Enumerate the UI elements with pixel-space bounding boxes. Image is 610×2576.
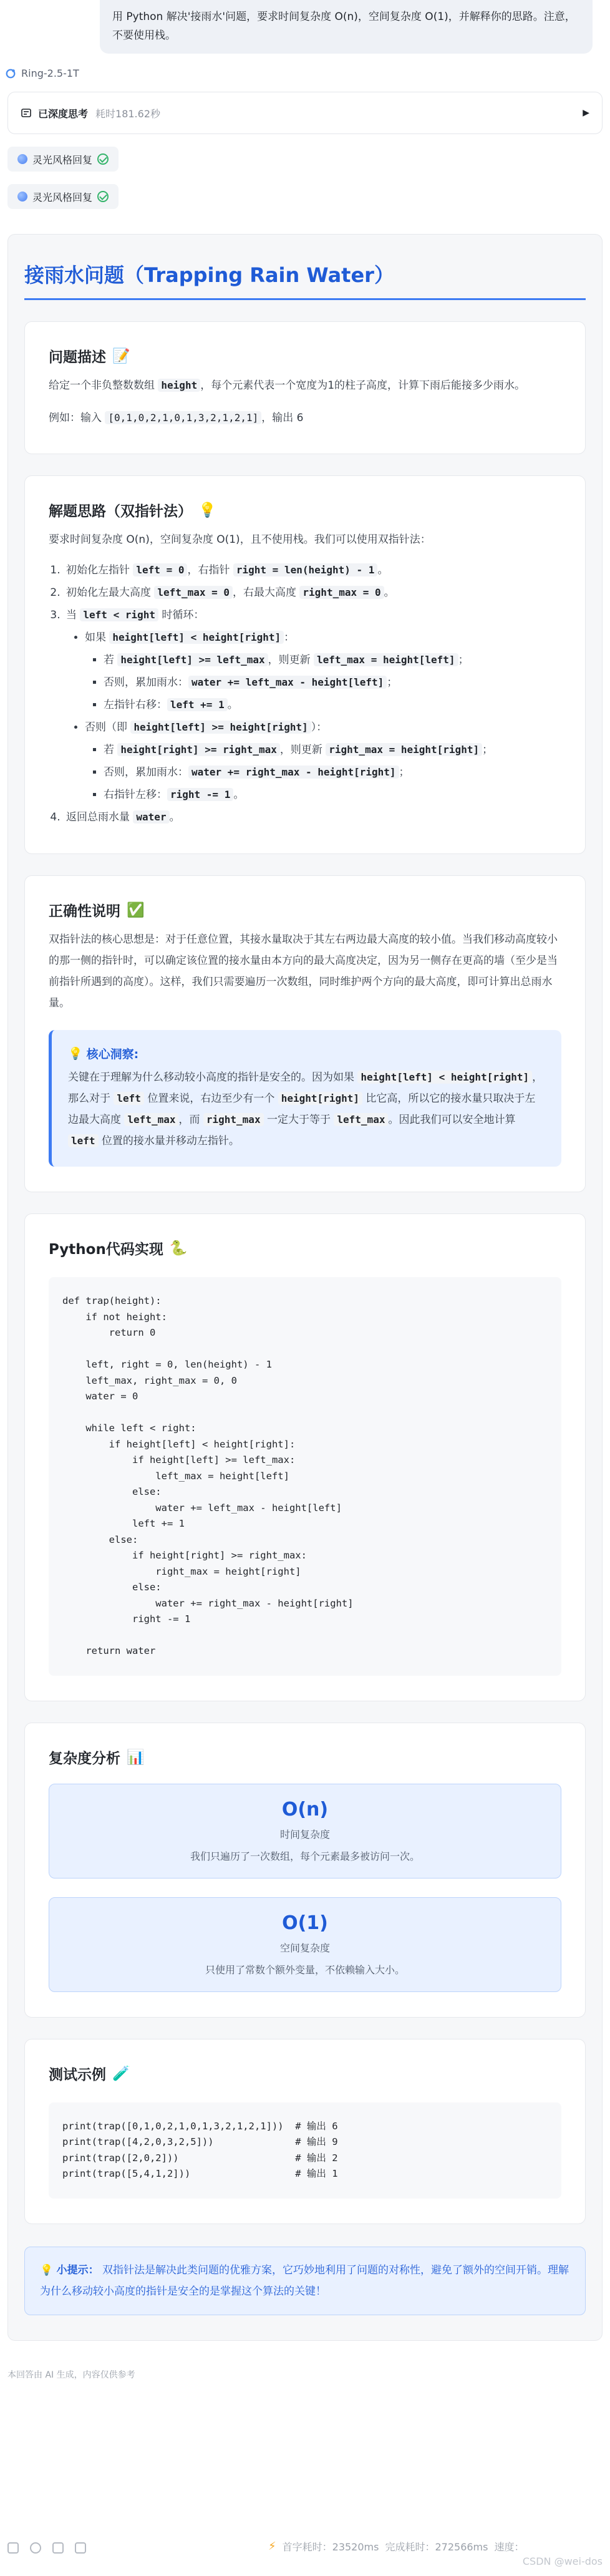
text: 。 (384, 586, 395, 599)
insight-callout (49, 1030, 561, 1167)
text: 时循环： (158, 609, 205, 621)
check-circle-icon (97, 153, 109, 165)
tip-label: 小提示： (56, 2263, 99, 2277)
code-inline: left (114, 1092, 144, 1105)
tests-heading (49, 2063, 561, 2084)
insight-title-text: 核心洞察: (86, 1047, 139, 1061)
text: ，右指针 (187, 564, 233, 576)
spark-icon (17, 192, 27, 202)
timing-stats (268, 2539, 525, 2554)
text: 给定一个非负整数数组 (49, 379, 158, 392)
text: 左指针右移： (104, 699, 167, 711)
check-mark-icon: ✅ (127, 902, 145, 918)
code-inline: height[left] >= height[right] (130, 721, 311, 734)
model-row (5, 67, 610, 79)
article-title: 接雨水问题（Trapping Rain Water） (24, 251, 586, 300)
list-item (85, 626, 561, 716)
text: 。 (169, 811, 180, 824)
memo-icon: 📝 (112, 348, 130, 364)
list-item (104, 761, 561, 784)
text: 当 (66, 609, 80, 621)
code-inline: left += 1 (167, 698, 228, 711)
code-inline: water (133, 810, 169, 824)
text: 关键在于理解为什么移动较小高度的指针是安全的。因为如果 (68, 1071, 358, 1084)
text: ； (458, 654, 469, 666)
code-heading (49, 1238, 561, 1258)
text: 若 (104, 654, 118, 666)
text: ，则更新 (279, 744, 326, 756)
problem-description (49, 375, 561, 396)
text: ，则更新 (268, 654, 314, 666)
code-inline: water += right_max - height[right] (188, 766, 399, 779)
code-inline: left (68, 1134, 99, 1147)
problem-example (49, 407, 561, 429)
code-inline: height[right] >= right_max (117, 743, 279, 756)
list-item (104, 694, 561, 716)
text: ）： (311, 721, 327, 734)
code-inline: height[left] < height[right] (357, 1071, 532, 1084)
list-item (64, 604, 561, 806)
code-inline: [0,1,0,2,1,0,1,3,2,1,2,1] (105, 411, 261, 424)
correctness-card (24, 875, 586, 1192)
text: ； (482, 744, 493, 756)
complexity-heading-text: 复杂度分析 (49, 1750, 120, 1767)
user-message: 用 Python 解决'接雨水'问题，要求时间复杂度 O(n)，空间复杂度 O(1)，并解释你的思路。注意，不要使用栈。 (100, 0, 593, 54)
thinking-icon (21, 107, 32, 119)
copy-icon[interactable] (7, 2542, 19, 2554)
first-token-time: 首字耗时：23520ms (282, 2541, 379, 2553)
lightbulb-icon: 💡 (40, 2263, 54, 2277)
thinking-panel[interactable] (7, 92, 603, 134)
speed: 速度： (494, 2541, 525, 2553)
style-chips (0, 134, 610, 209)
list-item (104, 739, 561, 761)
space-complexity-box (49, 1897, 561, 1992)
list-item (64, 559, 561, 581)
complexity-card (24, 1723, 586, 2018)
code-inline: right = len(height) - 1 (233, 563, 378, 576)
text: 。 (227, 699, 238, 711)
correctness-heading (49, 900, 561, 920)
sub-sub-list (85, 739, 561, 806)
text: 。 (233, 789, 244, 801)
approach-intro: 要求时间复杂度 O(n)，空间复杂度 O(1)，且不使用栈。我们可以使用双指针法： (49, 533, 431, 546)
text: 否则（即 (85, 721, 131, 734)
thinking-time: 耗时181.62秒 (95, 107, 161, 120)
code-inline: right -= 1 (167, 788, 233, 801)
bar-chart-icon: 📊 (127, 1749, 145, 1766)
time-complexity-box (49, 1784, 561, 1879)
test-tube-icon: 🧪 (112, 2065, 130, 2082)
problem-card (24, 321, 586, 454)
style-chip[interactable] (7, 184, 119, 209)
text: ，输出 6 (261, 412, 304, 424)
code-inline: left < right (80, 608, 158, 621)
code-inline: left_max = height[left] (314, 653, 458, 666)
approach-steps (49, 559, 561, 829)
code-inline: right_max = height[right] (326, 743, 482, 756)
tests-heading-text: 测试示例 (49, 2066, 106, 2083)
text: 。因此我们可以安全地计算 (388, 1114, 516, 1126)
text: 。 (377, 564, 389, 576)
text: ； (399, 766, 410, 779)
answer-article (7, 234, 603, 2341)
lightning-icon: ⚡ (268, 2540, 276, 2553)
text: ： (284, 631, 295, 644)
text: 一定大于等于 (263, 1114, 334, 1126)
code-inline: right_max (203, 1113, 264, 1126)
insight-title (68, 1045, 545, 1062)
style-chip[interactable] (7, 147, 119, 172)
chip-label: 灵光风格回复 (32, 191, 93, 203)
insight-body (68, 1067, 545, 1152)
text: 初始化左指针 (66, 564, 133, 576)
snake-icon: 🐍 (169, 1240, 188, 1256)
problem-heading-text: 问题描述 (49, 349, 106, 366)
chevron-right-icon[interactable]: ▶ (583, 108, 589, 118)
list-item (64, 581, 561, 604)
approach-heading-text: 解题思路（双指针法） (49, 503, 192, 520)
code-inline: water += left_max - height[left] (188, 676, 387, 689)
code-inline: height (158, 379, 200, 392)
code-inline: height[left] >= left_max (117, 653, 268, 666)
text: 初始化左最大高度 (66, 586, 155, 599)
space-complexity-label: 空间复杂度 (279, 1942, 330, 1954)
problem-heading (49, 346, 561, 366)
list-item (64, 806, 561, 829)
list-item (104, 649, 561, 671)
approach-card (24, 475, 586, 854)
test-code-block[interactable]: print(trap([0,1,0,2,1,0,1,3,2,1,2,1])) # 输出 6 print(trap([4,2,0,3,2,5])) # 输出 9 print(trap([2,0,2])) # 输出 2 print(trap([5,4,1,2])) # 输出 1 (49, 2102, 561, 2199)
code-inline: height[left] < height[right] (109, 631, 284, 644)
code-inline: height[right] (278, 1092, 362, 1105)
list-item (104, 671, 561, 694)
python-code-block[interactable]: def trap(height): if not height: return 0 left, right = 0, len(height) - 1 left_max, right_max = 0, 0 water = 0 while left < right: if height[left] < height[right]: if height[left] >= left_max: left_max = height[left] else: water += left_max - height[left] left += 1 else: if height[right] >= right_max: right_max = height[right] else: water += right_max - height[right] right -= 1 return water (49, 1277, 561, 1676)
approach-heading (49, 500, 561, 520)
text: ，而 (178, 1114, 203, 1126)
text: 返回总雨水量 (66, 811, 133, 824)
correctness-body: 双指针法的核心思想是：对于任意位置，其接水量取决于其左右两边最大高度的较小值。当我们移动高度较小的那一侧的指针时，可以确定该位置的接水量由本方向的最大高度决定，因为另一侧存在更高的墙（至少是当前指针所遇到的高度）。这样，我们只需要遍历一次数组，同时维护两个方向的最大高度，即可计算出总雨水量。 (49, 933, 558, 1009)
chip-label: 灵光风格回复 (32, 153, 93, 166)
thumbs-down-icon[interactable] (75, 2542, 86, 2554)
time-complexity-desc: 我们只遍历了一次数组，每个元素最多被访问一次。 (190, 1850, 420, 1862)
sub-sub-list (85, 649, 561, 716)
tip-callout (24, 2247, 586, 2315)
space-complexity-desc: 只使用了常数个额外变量，不依赖输入大小。 (205, 1964, 405, 1976)
complete-time: 完成耗时：272566ms (385, 2541, 488, 2553)
correctness-heading-text: 正确性说明 (49, 903, 120, 920)
list-item (104, 784, 561, 806)
lightbulb-icon: 💡 (68, 1047, 83, 1061)
code-inline: right_max = 0 (299, 586, 384, 599)
text: 如果 (85, 631, 110, 644)
text: ； (387, 676, 398, 689)
time-complexity-label: 时间复杂度 (279, 1829, 330, 1840)
code-inline: left_max = 0 (154, 586, 233, 599)
thinking-title: 已深度思考 (38, 107, 89, 120)
text: 右指针左移： (104, 789, 167, 801)
model-name: Ring-2.5-1T (21, 67, 79, 79)
ai-disclaimer: 本回答由 AI 生成，内容仅供参考 (7, 2369, 135, 2380)
time-complexity-value: O(n) (281, 1799, 329, 1820)
text: ，右最大高度 (233, 586, 300, 599)
message-actions (7, 2542, 86, 2554)
text: 位置的接水量并移动左指针。 (98, 1135, 240, 1147)
list-item (85, 716, 561, 806)
lightbulb-icon: 💡 (198, 502, 216, 518)
complexity-heading (49, 1747, 561, 1767)
code-inline: left_max (124, 1113, 178, 1126)
model-logo-icon (5, 68, 16, 79)
text: 比它高，所以它的接水量只取决于左边最大高度 (68, 1092, 536, 1126)
code-inline: left_max (334, 1113, 388, 1126)
text: 否则，累加雨水： (104, 766, 188, 779)
spark-icon (17, 154, 27, 164)
space-complexity-value: O(1) (282, 1912, 328, 1934)
text: 例如：输入 (49, 412, 105, 424)
tip-text: 双指针法是解决此类问题的优雅方案，它巧妙地利用了问题的对称性，避免了额外的空间开销。理解为什么移动较小高度的指针是安全的是掌握这个算法的关键！ (40, 2263, 569, 2298)
text: 位置来说，右边至少有一个 (143, 1092, 278, 1105)
text: 否则，累加雨水： (104, 676, 188, 689)
tests-card (24, 2039, 586, 2224)
watermark: CSDN @wei-dos (522, 2555, 603, 2567)
check-circle-icon (97, 191, 109, 202)
code-heading-text: Python代码实现 (49, 1242, 163, 1258)
sub-list (66, 626, 561, 806)
code-inline: left = 0 (133, 563, 187, 576)
text: ，每个元素代表一个宽度为1的柱子高度，计算下雨后能接多少雨水。 (200, 379, 526, 392)
text: 若 (104, 744, 118, 756)
thumbs-up-icon[interactable] (52, 2542, 64, 2554)
text: ，那么对于 (68, 1071, 543, 1105)
code-card (24, 1213, 586, 1701)
refresh-icon[interactable] (30, 2542, 41, 2554)
